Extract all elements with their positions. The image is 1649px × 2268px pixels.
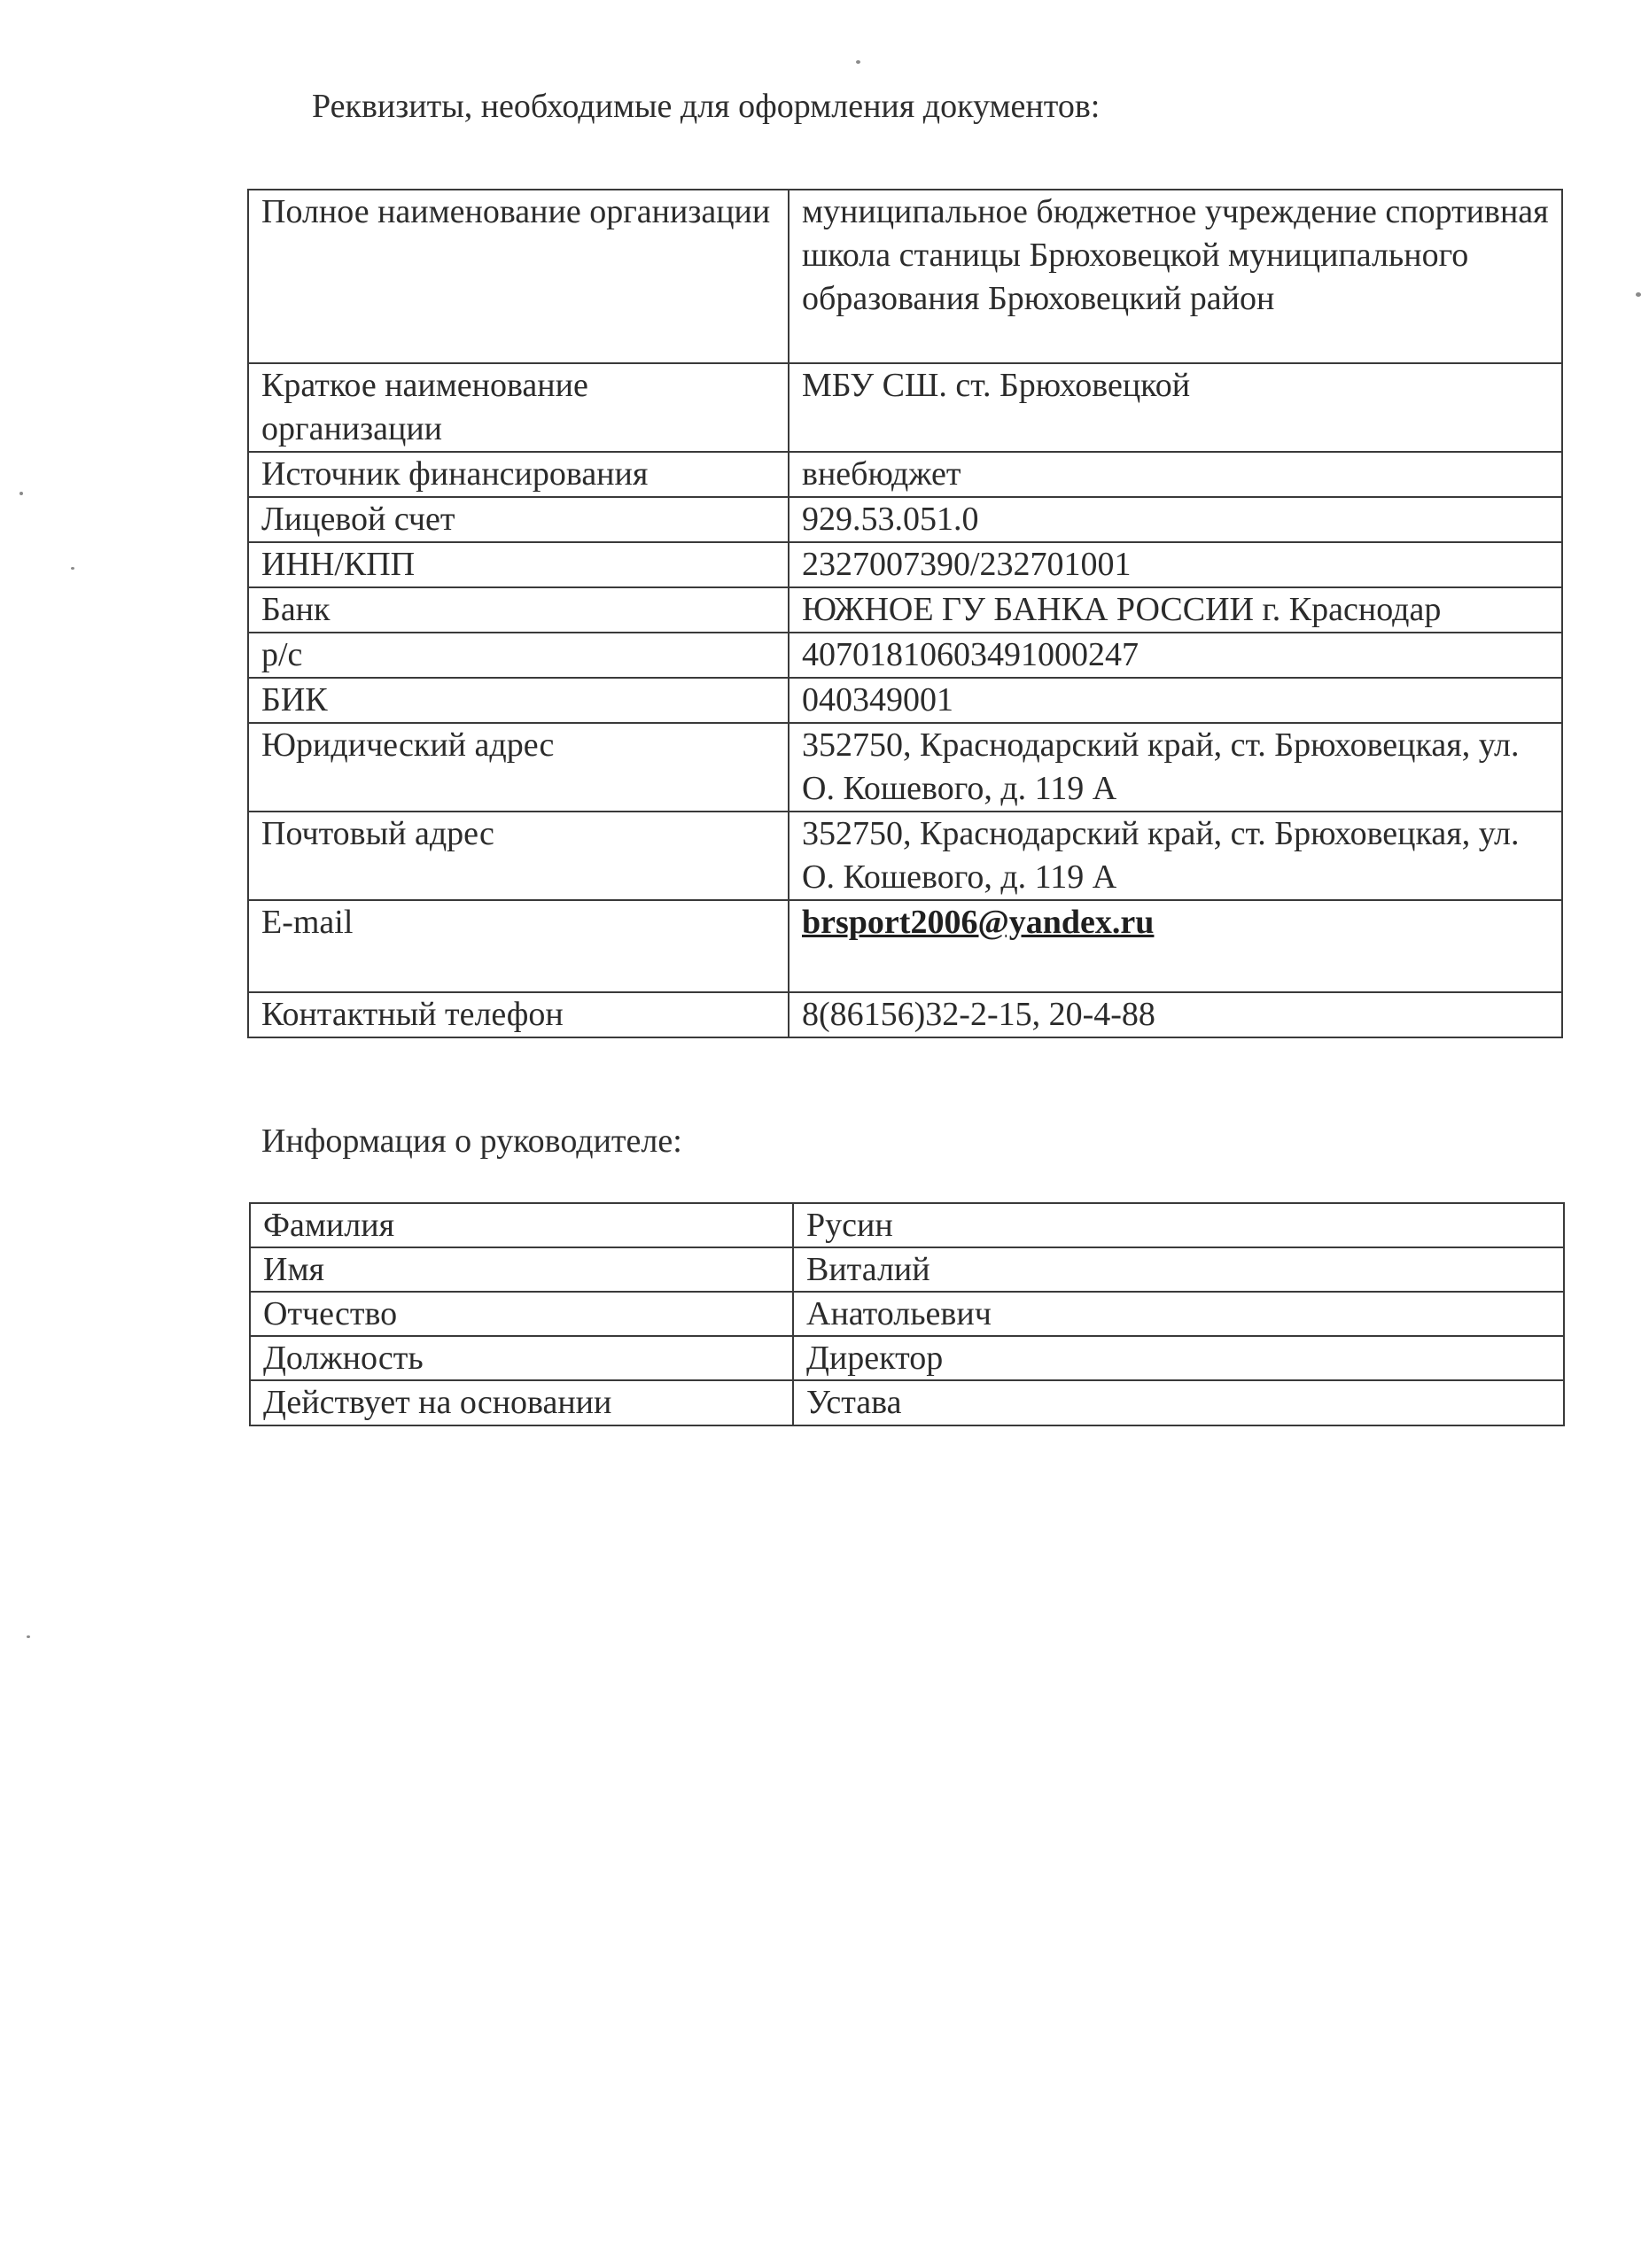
scan-speck — [1636, 292, 1641, 297]
row-value: ЮЖНОЕ ГУ БАНКА РОССИИ г. Краснодар — [789, 587, 1562, 633]
table-row — [248, 452, 1562, 497]
table-row — [248, 723, 1562, 812]
row-label: Действует на основании — [250, 1380, 793, 1425]
table-row — [248, 633, 1562, 678]
table-row — [248, 678, 1562, 723]
row-label: Полное наименование организации — [248, 190, 789, 363]
page-title: Реквизиты, необходимые для оформления документов: — [312, 88, 1101, 125]
scan-speck — [71, 567, 74, 570]
requisites-table — [247, 189, 1563, 1038]
table-row — [248, 497, 1562, 542]
row-label: Источник финансирования — [248, 452, 789, 497]
table-row — [248, 363, 1562, 452]
row-value: 040349001 — [789, 678, 1562, 723]
row-value: 40701810603491000247 — [789, 633, 1562, 678]
row-value: Русин — [793, 1203, 1564, 1247]
row-label: Почтовый адрес — [248, 812, 789, 900]
table-row — [248, 812, 1562, 900]
row-label: р/с — [248, 633, 789, 678]
row-label: Юридический адрес — [248, 723, 789, 812]
table-row — [250, 1380, 1564, 1425]
section-heading: Информация о руководителе: — [261, 1122, 682, 1160]
director-table — [249, 1202, 1565, 1426]
row-value: 352750, Краснодарский край, ст. Брюховецкая, ул. О. Кошевого, д. 119 А — [789, 723, 1562, 812]
scan-speck — [19, 492, 23, 495]
row-value: 352750, Краснодарский край, ст. Брюховецкая, ул. О. Кошевого, д. 119 А — [789, 812, 1562, 900]
row-value: Устава — [793, 1380, 1564, 1425]
scan-speck — [27, 1635, 30, 1638]
scan-speck — [856, 60, 860, 64]
row-label: E-mail — [248, 900, 789, 992]
row-value: Директор — [793, 1336, 1564, 1380]
row-label: Отчество — [250, 1292, 793, 1336]
table-row — [250, 1336, 1564, 1380]
email-link[interactable]: brsport2006@yandex.ru — [802, 904, 1155, 941]
row-value: внебюджет — [789, 452, 1562, 497]
row-label: Банк — [248, 587, 789, 633]
row-value: Анатольевич — [793, 1292, 1564, 1336]
row-label: Фамилия — [250, 1203, 793, 1247]
row-value: 8(86156)32-2-15, 20-4-88 — [789, 992, 1562, 1037]
table-row — [250, 1203, 1564, 1247]
row-value: 929.53.051.0 — [789, 497, 1562, 542]
row-value — [789, 900, 1562, 992]
row-label: Лицевой счет — [248, 497, 789, 542]
row-value: муниципальное бюджетное учреждение спортивная школа станицы Брюховецкой муниципального образования Брюховецкий район — [789, 190, 1562, 363]
table-row — [248, 587, 1562, 633]
table-row — [248, 900, 1562, 992]
row-value: 2327007390/232701001 — [789, 542, 1562, 587]
row-value: МБУ СШ. ст. Брюховецкой — [789, 363, 1562, 452]
row-value: Виталий — [793, 1247, 1564, 1292]
table-row — [248, 542, 1562, 587]
table-row — [248, 992, 1562, 1037]
table-row — [250, 1292, 1564, 1336]
row-label: Имя — [250, 1247, 793, 1292]
row-label: Контактный телефон — [248, 992, 789, 1037]
row-label: БИК — [248, 678, 789, 723]
table-row — [248, 190, 1562, 363]
row-label: Должность — [250, 1336, 793, 1380]
row-label: Краткое наименование организации — [248, 363, 789, 452]
row-label: ИНН/КПП — [248, 542, 789, 587]
table-row — [250, 1247, 1564, 1292]
